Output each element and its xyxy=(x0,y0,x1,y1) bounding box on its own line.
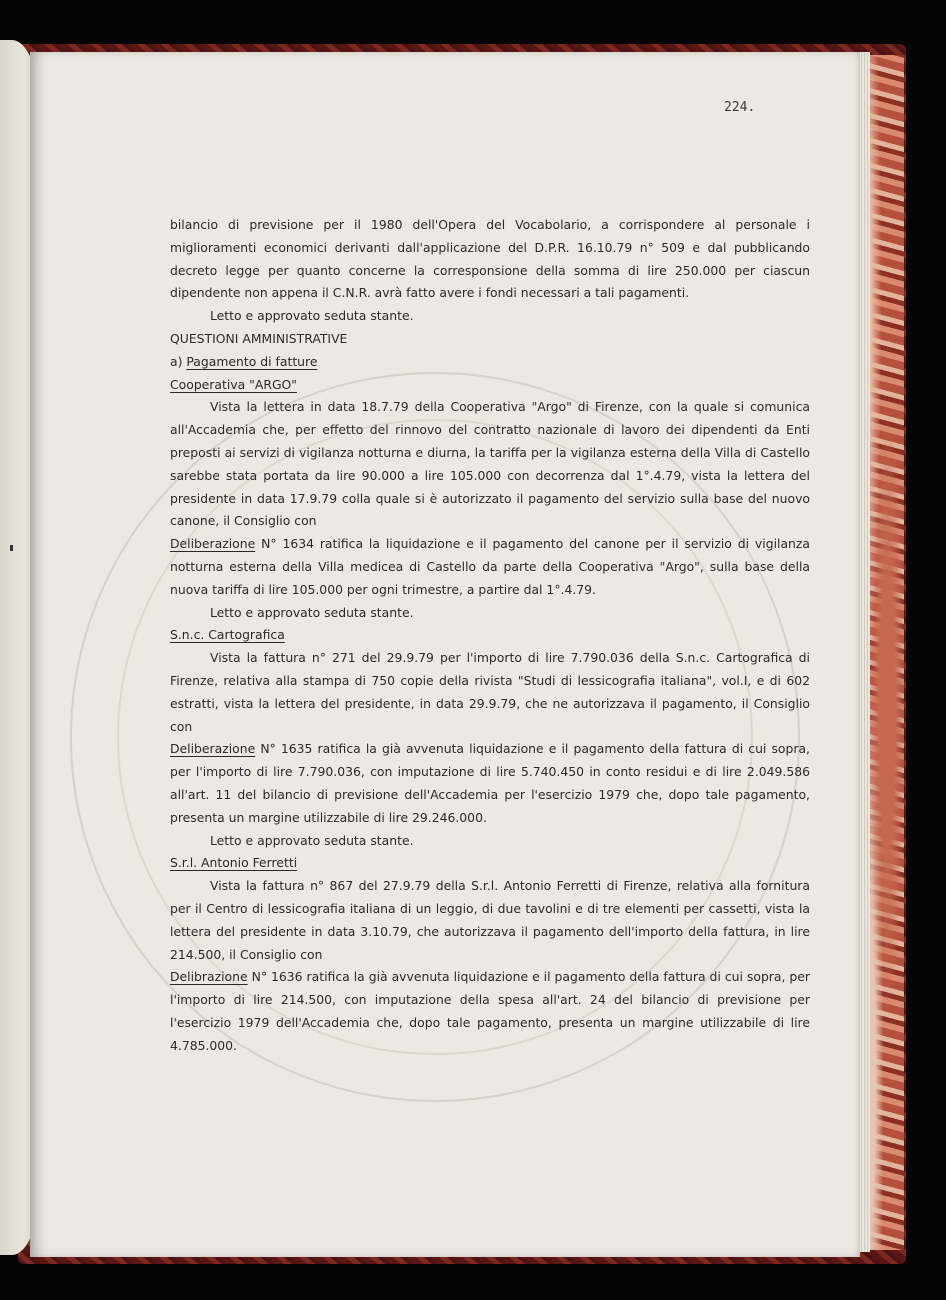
cartografica-deliberation: Deliberazione N° 1635 ratifica la già avvenuta liquidazione e il pagamento della fattura di cui sopra, per l'importo di lire 7.790.036, con imputazione di lire 5.740.450 in conto residui e di lire 2.049.586 all'art. 11 del bilancio di previsione dell'Accademia per l'esercizio 1979 che, dopo tale pagamento, presenta un margine utilizzabile di lire 29.246.000. xyxy=(170,741,810,825)
approved-line: Letto e approvato seduta stante. xyxy=(210,308,414,324)
page-number: 224. xyxy=(724,100,756,115)
cartografica-paragraph: Vista la fattura n° 271 del 29.9.79 per l'importo di lire 7.790.036 della S.n.c. Cartografica di Firenze, relativa alla stampa di 750 copie della rivista "Studi di lessicografia italiana", vol.I, e di 602 estratti, vista la lettera del presidente, in data 29.9.79, che ne autorizzava il pagamento, il Consiglio con xyxy=(170,650,810,734)
left-page-mark xyxy=(10,545,13,551)
document-page xyxy=(30,52,860,1257)
argo-deliberation: Deliberazione N° 1634 ratifica la liquidazione e il pagamento del canone per il servizio di vigilanza notturna esterna della Villa medicea di Castello da parte della Cooperativa "Argo", sulla base della nuova tariffa di lire 105.000 per ogni trimestre, a partire dal 1°.4.79. xyxy=(170,536,810,597)
deliberation-label: Delibrazione xyxy=(170,969,248,985)
argo-paragraph: Vista la lettera in data 18.7.79 della Cooperativa "Argo" di Firenze, con la quale si comunica all'Accademia che, per effetto del rinnovo del contratto nazionale di lavoro dei dipendenti da Enti preposti ai servizi di vigilanza notturna e diurna, la tariffa per la vigilanza esterna della Villa di Castello sarebbe stata portata da lire 90.000 a lire 105.000 con decorrenza dal 1°.4.79, vista la lettera del presidente in data 17.9.79 colla quale si è autorizzato il pagamento del servizio sulla base del nuovo canone, il Consiglio con xyxy=(170,399,810,529)
page-body xyxy=(170,214,810,1057)
intro-paragraph: bilancio di previsione per il 1980 dell'Opera del Vocabolario, a corrispondere al personale i miglioramenti economici derivanti dall'applicazione del D.P.R. 16.10.79 n° 509 e dal pubblicando decreto legge per quanto concerne la corresponsione della somma di lire 250.000 per ciascun dipendente non appena il C.N.R. avrà fatto avere i fondi necessari a tali pagamenti. xyxy=(170,217,810,301)
subsection-heading: a) Pagamento di fatture xyxy=(170,353,318,369)
argo-heading: Cooperativa "ARGO" xyxy=(170,376,297,392)
approved-line: Letto e approvato seduta stante. xyxy=(210,604,414,620)
cartografica-heading: S.n.c. Cartografica xyxy=(170,627,285,643)
deliberation-label: Deliberazione xyxy=(170,741,256,757)
approved-line: Letto e approvato seduta stante. xyxy=(210,832,414,848)
deliberation-label: Deliberazione xyxy=(170,536,256,552)
ferretti-paragraph: Vista la fattura n° 867 del 27.9.79 della S.r.l. Antonio Ferretti di Firenze, relativa alla fornitura per il Centro di lessicografia italiana di un leggio, di due tavolini e di tre elementi per cassetti, vista la lettera del presidente in data 3.10.79, che autorizzava il pagamento dell'importo della fattura, in lire 214.500, il Consiglio con xyxy=(170,878,810,962)
ferretti-heading: S.r.l. Antonio Ferretti xyxy=(170,855,298,871)
section-title: QUESTIONI AMMINISTRATIVE xyxy=(170,330,348,346)
ferretti-deliberation: Delibrazione N° 1636 ratifica la già avvenuta liquidazione e il pagamento della fattura di cui sopra, per l'importo di lire 214.500, con imputazione della spesa all'art. 24 del bilancio di previsione per l'esercizio 1979 dell'Accademia che, dopo tale pagamento, presenta un margine utilizzabile di lire 4.785.000. xyxy=(170,969,810,1053)
